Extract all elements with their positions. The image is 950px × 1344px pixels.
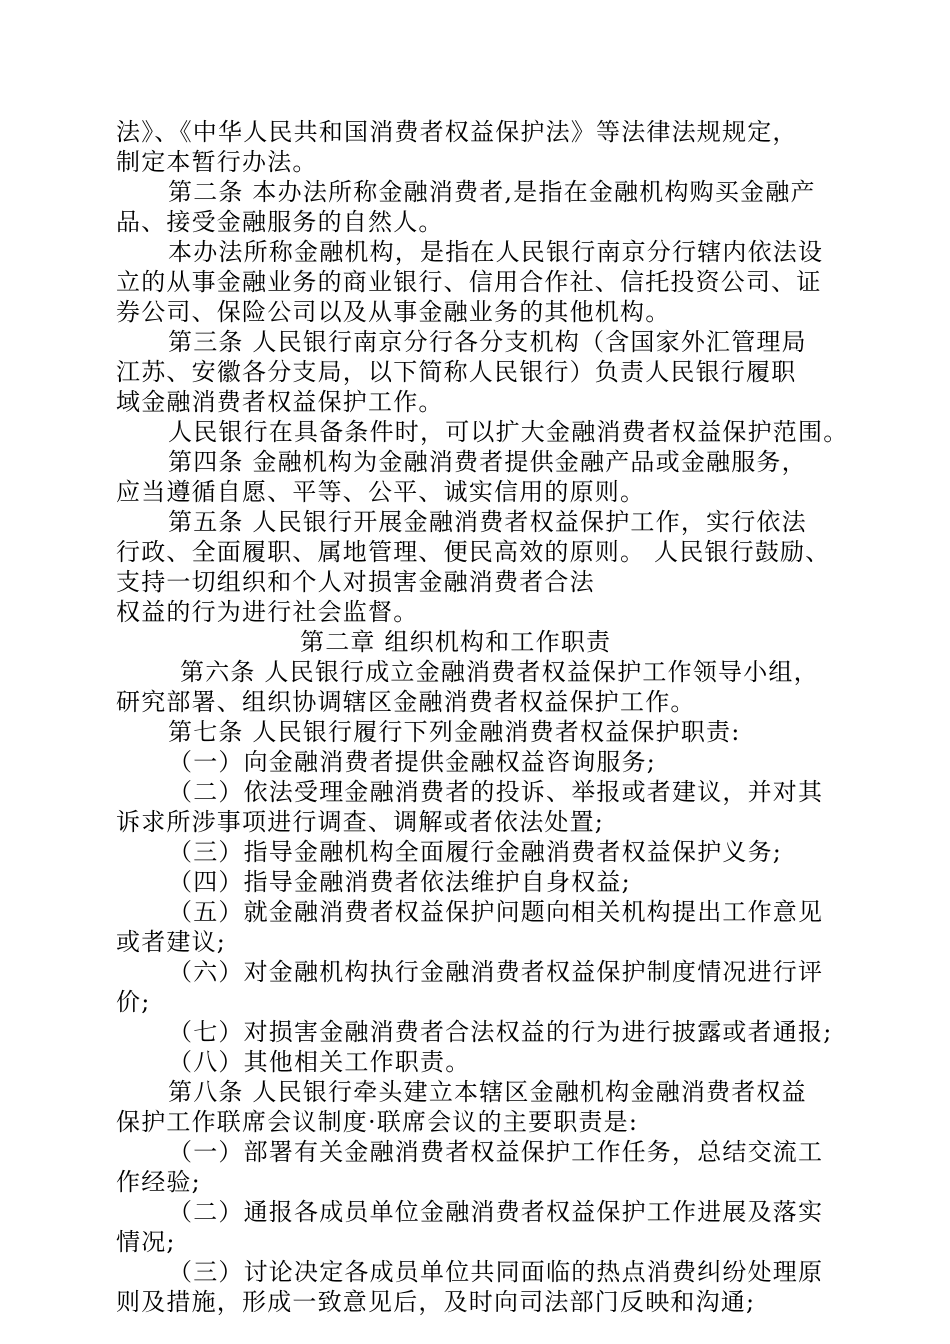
list-item-line: （六）对金融机构执行金融消费者权益保护制度情况进行评 <box>168 958 824 986</box>
list-item-line: （一）部署有关金融消费者权益保护工作任务，总结交流工 <box>168 1138 824 1166</box>
list-item-line: （七）对损害金融消费者合法权益的行为进行披露或者通报; <box>168 1018 833 1046</box>
text-line: 诉求所涉事项进行调查、调解或者依法处置; <box>116 808 605 836</box>
list-item-line: （三）讨论决定各成员单位共同面临的热点消费纠纷处理原 <box>168 1258 824 1286</box>
text-line: 作经验; <box>116 1168 201 1196</box>
text-line: 支持一切组织和个人对损害金融消费者合法 <box>116 568 595 596</box>
text-line: 立的从事金融业务的商业银行、信用合作社、信托投资公司、证 <box>116 268 822 296</box>
text-line: 保护工作联席会议制度·联席会议的主要职责是: <box>116 1108 639 1136</box>
list-item-line: （四）指导金融消费者依法维护自身权益; <box>168 868 631 896</box>
text-line: 本办法所称金融机构，是指在人民银行南京分行辖内依法设 <box>168 238 824 266</box>
text-line: 法》、《中华人民共和国消费者权益保护法》等法律法规规定， <box>116 118 798 146</box>
text-line: 品、接受金融服务的自然人。 <box>116 208 444 236</box>
text-line: 或者建议; <box>116 928 227 956</box>
article-heading-line: 第二条 本办法所称金融消费者,是指在金融机构购买金融产 <box>168 178 816 206</box>
article-heading-line: 第三条 人民银行南京分行各分支机构（含国家外汇管理局 <box>168 328 807 356</box>
article-heading-line: 第七条 人民银行履行下列金融消费者权益保护职责: <box>168 718 741 746</box>
list-item-line: （二）通报各成员单位金融消费者权益保护工作进展及落实 <box>168 1198 824 1226</box>
list-item-line: （八）其他相关工作职责。 <box>168 1048 471 1076</box>
text-line: 情况; <box>116 1228 176 1256</box>
text-line: 研究部署、组织协调辖区金融消费者权益保护工作。 <box>116 688 696 716</box>
text-line: 域金融消费者权益保护工作。 <box>116 388 444 416</box>
list-item-line: （三）指导金融机构全面履行金融消费者权益保护义务; <box>168 838 783 866</box>
list-item-line: （二）依法受理金融消费者的投诉、举报或者建议，并对其 <box>168 778 824 806</box>
article-heading-line: 第五条 人民银行开展金融消费者权益保护工作，实行依法 <box>168 508 807 536</box>
list-item-line: （一）向金融消费者提供金融权益咨询服务; <box>168 748 657 776</box>
chapter-heading: 第二章 组织机构和工作职责 <box>300 628 612 656</box>
list-item-line: （五）就金融消费者权益保护问题向相关机构提出工作意见 <box>168 898 824 926</box>
text-line: 权益的行为进行社会监督。 <box>116 598 419 626</box>
article-heading-line: 第八条 人民银行牵头建立本辖区金融机构金融消费者权益 <box>168 1078 807 1106</box>
text-line: 券公司、保险公司以及从事金融业务的其他机构。 <box>116 298 671 326</box>
text-line: 应当遵循自愿、平等、公平、诚实信用的原则。 <box>116 478 646 506</box>
article-heading-line: 第四条 金融机构为金融消费者提供金融产品或金融服务， <box>168 448 807 476</box>
text-line: 人民银行在具备条件时，可以扩大金融消费者权益保护范围。 <box>168 418 849 446</box>
text-line: 行政、全面履职、属地管理、便民高效的原则。 人民银行鼓励、 <box>116 538 831 566</box>
text-line: 制定本暂行办法。 <box>116 148 318 176</box>
text-line: 江苏、安徽各分支局，以下简称人民银行）负责人民银行履职 <box>116 358 797 386</box>
text-line: 价; <box>116 988 151 1016</box>
article-heading-line: 第六条 人民银行成立金融消费者权益保护工作领导小组， <box>180 658 819 686</box>
text-line: 则及措施，形成一致意见后，及时向司法部门反映和沟通; <box>116 1288 756 1316</box>
